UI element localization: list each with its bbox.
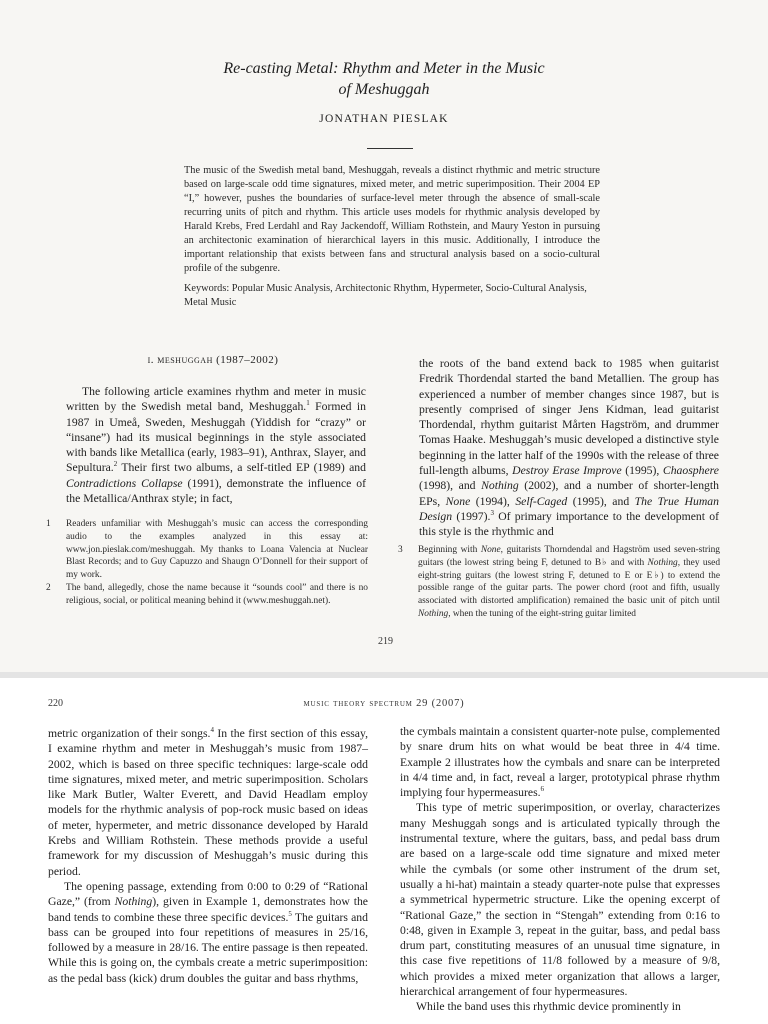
body-text: the cymbals maintain a consistent quarter-note pulse, complemented by snare drum hits on what would be beat three in 4/4 time. Example 2 illustrates how the cymbals and snare can be interpreted in 4/4 time and, in fact, reveal a larger, prototypical phrase rhythm implying four hypermeasures.: [400, 725, 720, 800]
body-text: ), given in Example 1, demonstrates how the band tends to combine these three specific devices.: [48, 895, 368, 924]
album-title: Nothing: [481, 479, 519, 493]
journal-running-head: music theory spectrum 29 (2007): [303, 698, 465, 709]
paragraph: [48, 879, 368, 986]
footnote-ref[interactable]: 1: [306, 399, 310, 408]
body-text: The guitars and bass can be grouped into four repetitions of measures in 25/16, followed by a measure in 28/16. The entire passage is then repeated. While this is going on, the cymbals create a metric superimposition: as the pedal bass (kick) drum doubles the guitar and bass rhythms,: [48, 910, 368, 985]
footnote: [398, 544, 720, 621]
footnote-ref[interactable]: 3: [490, 509, 494, 518]
album-title: Contradictions Collapse: [66, 476, 183, 490]
footnote-text: Readers unfamiliar with Meshuggah’s music can access the corresponding audio to the examples analyzed in this essay at: www.jon.pieslak.com/meshuggah. My thanks to Loana Valencia at Nuclear Blast Records; and to Guy Capuzzo and Shaugn O’Donnell for their support of my work.: [66, 519, 368, 581]
footnote-ref[interactable]: 6: [540, 785, 545, 794]
body-text: (1998), and: [419, 479, 482, 493]
album-title: None: [445, 494, 471, 508]
footnote-ref[interactable]: 5: [288, 909, 292, 918]
album-title: Chaosphere: [662, 464, 719, 478]
paragraph: This type of metric superimposition, or overlay, characterizes many Meshuggah songs and is articulated typically through the instrumental texture, where the guitars, bass, and pedal bass drum are based on a large-scale odd time signature and mixed meter while the cymbals (or some other instrument of the drum set, usually a hi-hat) maintain a steady quarter-note pulse that expresses a symmetrical hypermetric structure. Like the opening excerpt of “Rational Gaze,” the section in “Stengah” extending from 0:16 to 0:48, given in Example 3, repeat in the guitar, bass, and pedal bass drum part, constituting measures of an unusual time signature, in this case five repetitions of 11/8 followed by a measure of 9/8, which provides a mixed meter organization that allows a larger, hierarchical arrangement of four hypermeasures.: [400, 801, 720, 999]
footnote-text: Beginning with None, guitarists Thorndendal and Hagström used seven-string guitars (the lowest string being F, detuned to B♭ and with Nothing, they used eight-string guitars (the lowest string F, detuned to E or E♭) to extend the possible range of the guitar parts. The power chord (root and fifth, usually associated with distorted amplification) remained the basic unit of pitch until Nothing, when the tuning of the eight-string guitar limited: [418, 545, 721, 619]
footnote-ref[interactable]: 2: [113, 460, 118, 469]
body-column-right: [419, 356, 719, 540]
album-title: Nothing: [114, 895, 153, 909]
paragraph: [48, 726, 368, 879]
body-text: (1995),: [621, 464, 663, 478]
body-text: Formed in 1987 in Umeå, Sweden, Meshuggah (Yiddish for “crazy” or “insane”) had its musical beginnings in the style associated with bands like Metallica (early, 1983–91), Anthrax, Slayer, and Sepultura.: [66, 400, 366, 475]
body-text: (1991), demonstrate the influence of the Metallica/Anthrax style; in fact,: [66, 476, 366, 506]
article-title: Re-casting Metal: Rhythm and Meter in the Music of Meshuggah: [223, 60, 545, 98]
page-number: 219: [378, 636, 393, 647]
body-text: (1994),: [470, 494, 516, 508]
body-text: (1995), and: [567, 494, 635, 508]
author-name: JONATHAN PIESLAK: [319, 113, 449, 125]
footnote-ref[interactable]: 4: [210, 726, 214, 735]
body-text: The following article examines rhythm and meter in music written by the Swedish metal band, Meshuggah.: [66, 385, 366, 414]
footnote: [46, 582, 368, 608]
page-220: [0, 678, 768, 1024]
body-text: metric organization of their songs.: [48, 727, 211, 740]
album-title: The True Human Design: [419, 494, 719, 523]
body-text: Their first two albums, a self-titled EP (1989) and: [117, 461, 366, 475]
body-text: In the first section of this essay, I examine rhythm and meter in Meshuggah’s music from 1987–2002, which is based on three specific techniques: large-scale odd time signatures, mixed meter, and metric superimposition. Scholars like Mark Butler, Walter Everett, and David Headlam employ models for the rhythmic analysis of pop-rock music based on ideas of meter, hypermeter, and metric dissonance developed by Harald Krebs and William Rothstein. These methods provide a useful framework for my discussion of Meshuggah’s music during this period.: [48, 727, 368, 878]
body-column-right: [400, 724, 720, 1015]
footnote-number: 1: [46, 519, 51, 529]
keywords: Keywords: Popular Music Analysis, Architectonic Rhythm, Hypermeter, Socio-Cultural Analysis, Metal Music: [184, 283, 587, 308]
album-title: Destroy Erase Improve: [512, 464, 622, 478]
footnote-number: 2: [46, 582, 51, 593]
paragraph: While the band uses this rhythmic device prominently in: [416, 1000, 681, 1014]
title-divider: [367, 148, 413, 149]
page-number: 220: [48, 698, 63, 709]
body-text: (1997).: [452, 509, 491, 523]
body-text: (2002), and a number of shorter-length EPs,: [419, 479, 719, 508]
album-title: Self-Caged: [515, 494, 568, 508]
body-text: the roots of the band extend back to 1985 when guitarist Fredrik Thordendal started the band Metallien. The group has experienced a number of member changes since 1987, but is presently comprised of singer Jens Kidman, lead guitarist Thordendal, rhythm guitarist Mårten Hagström, and drummer Tomas Haake. Meshuggah’s music developed a distinctive style beginning in the latter half of the 1990s with the release of three full-length albums,: [419, 357, 719, 478]
footnote-text: The band, allegedly, chose the name because it “sounds cool” and there is no religious, social, or political meaning behind it (www.meshuggah.net).: [66, 582, 368, 606]
footnote: [46, 518, 368, 582]
body-column-left: [48, 726, 368, 986]
section-heading: i. meshuggah (1987–2002): [147, 354, 279, 366]
body-text: Of primary importance to the development of this style is the rhythmic and: [419, 509, 719, 539]
footnote-number: 3: [398, 545, 403, 555]
abstract: The music of the Swedish metal band, Meshuggah, reveals a distinct rhythmic and metric structure based on large-scale odd time signatures, mixed meter, and metric superimposition. Their 2004 EP “I,” however, pushes the boundaries of surface-level meter through the absence of small-scale recurring units of pitch and rhythm. This article uses models for rhythmic analysis developed by Harald Krebs, Fred Lerdahl and Ray Jackendoff, William Rothstein, and Maury Yeston in pursuing an architectonic examination of hierarchical layers in this music. Additionally, I introduce the important relationship that exists between fans and structural analysis based on a socio-cultural profile of the subgenre.: [184, 165, 600, 274]
body-text: The opening passage, extending from 0:00 to 0:29 of “Rational Gaze,” (from: [48, 879, 368, 909]
footnotes-right: [398, 544, 720, 621]
paragraph: [400, 724, 720, 800]
body-column-left: [66, 384, 366, 506]
footnotes-left: [46, 518, 368, 608]
